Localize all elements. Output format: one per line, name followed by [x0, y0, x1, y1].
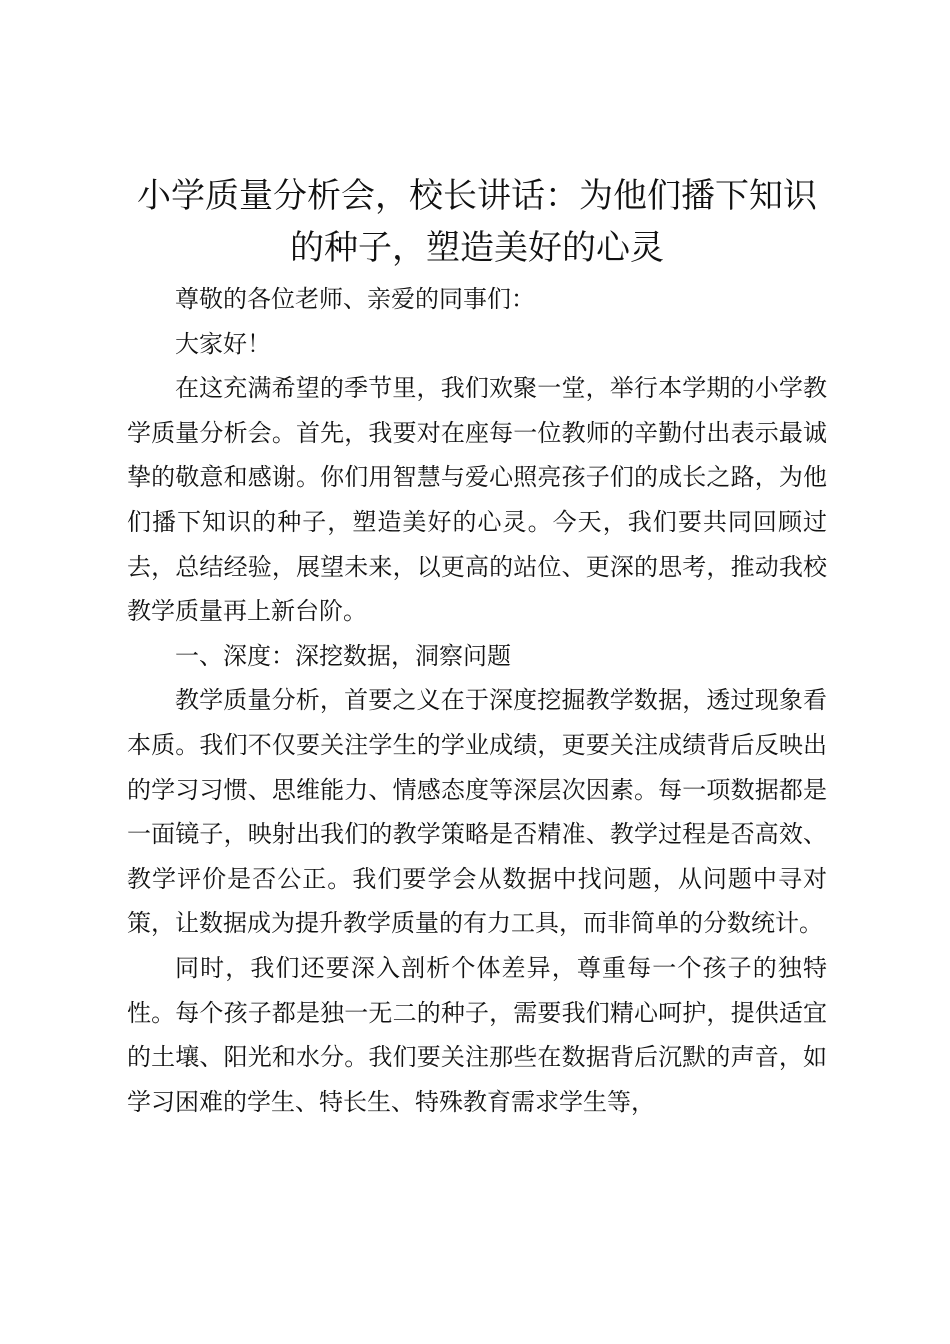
- title-line-2: 的种子，塑造美好的心灵: [290, 228, 664, 268]
- document-page: [127, 170, 827, 1124]
- document-body: [127, 277, 827, 1124]
- document-title: [127, 170, 827, 274]
- section-heading-1: 一、深度：深挖数据，洞察问题: [175, 641, 511, 670]
- paragraph-intro: 在这充满希望的季节里，我们欢聚一堂，举行本学期的小学教学质量分析会。首先，我要对在座每一位教师的辛勤付出表示最诚挚的敬意和感谢。你们用智慧与爱心照亮孩子们的成长之路，为他们播下知识的种子，塑造美好的心灵。今天，我们要共同回顾过去，总结经验，展望未来，以更高的站位、更深的思考，推动我校教学质量再上新台阶。: [127, 374, 827, 626]
- salutation: 尊敬的各位老师、亲爱的同事们：: [175, 285, 535, 313]
- paragraph-individual-differences: 同时，我们还要深入剖析个体差异，尊重每一个孩子的独特性。每个孩子都是独一无二的种子，需要我们精心呵护，提供适宜的土壤、阳光和水分。我们要关注那些在数据背后沉默的声音，如学习困难的学生、特长生、特殊教育需求学生等，: [127, 953, 827, 1116]
- title-line-1: 小学质量分析会，校长讲话：为他们播下知识: [137, 176, 817, 216]
- paragraph-data-analysis: 教学质量分析，首要之义在于深度挖掘教学数据，透过现象看本质。我们不仅要关注学生的学业成绩，更要关注成绩背后反映出的学习习惯、思维能力、情感态度等深层次因素。每一项数据都是一面镜子，映射出我们的教学策略是否精准、教学过程是否高效、教学评价是否公正。我们要学会从数据中找问题，从问题中寻对策，让数据成为提升教学质量的有力工具，而非简单的分数统计。: [127, 686, 827, 938]
- greeting: 大家好！: [175, 329, 271, 358]
